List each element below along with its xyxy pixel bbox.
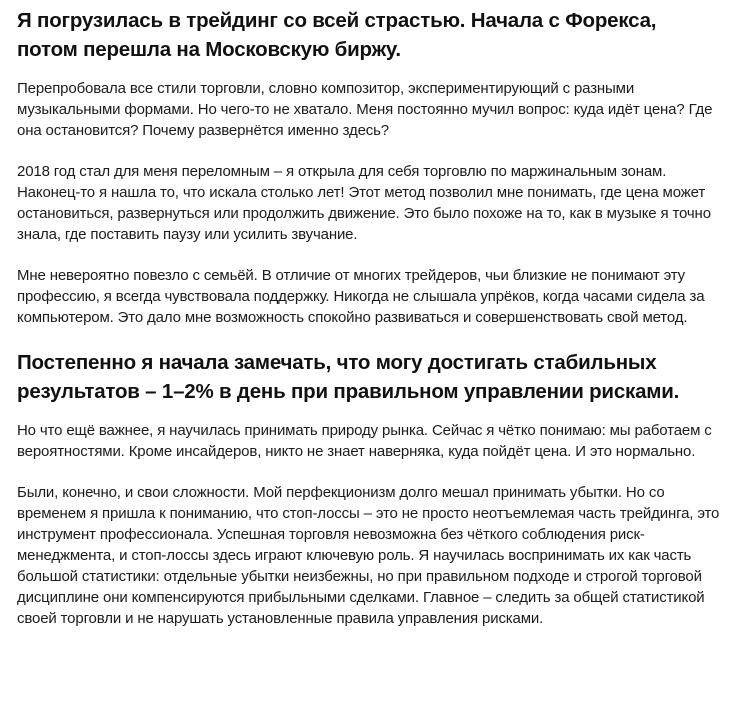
paragraph: Мне невероятно повезло с семьёй. В отличие от многих трейдеров, чьи близкие не понимают эту профессию, я всегда чувствовала поддержку. Никогда не слышала упрёков, когда часами сидела за компьютером. Это дало мне возможность спокойно развиваться и совершенствовать свой метод. — [17, 267, 705, 326]
paragraph: Были, конечно, и свои сложности. Мой перфекционизм долго мешал принимать убытки. Но со временем я пришла к пониманию, что стоп-лоссы – это не просто неотъемлемая часть трейдинга, это инструмент профессионала. Успешная торговля невозможна без чёткого соблюдения риск-менеджмента, и стоп-лоссы здесь играют ключевую роль. Я научилась воспринимать их как часть большой статистики: отдельные убытки неизбежны, но при правильном подходе и строгой торговой дисциплине они компенсируются прибыльными сделками. Главное – следить за общей статистикой своей торговли и не нарушать установленные правила управления рисками. — [17, 484, 720, 627]
paragraph: 2018 год стал для меня переломным – я открыла для себя торговлю по маржинальным зонам. Наконец-то я нашла то, что искала столько лет! Этот метод позволил мне понимать, где цена может остановиться, развернуться или продолжить движение. Это было похоже на то, как в музыке я точно знала, где поставить паузу или усилить звучание. — [17, 163, 711, 243]
paragraph: Перепробовала все стили торговли, словно композитор, экспериментирующий с разными музыкальными формами. Но чего-то не хватало. Меня постоянно мучил вопрос: куда идёт цена? Где она остановится? Почему развернётся именно здесь? — [17, 80, 713, 139]
article-section-results — [17, 348, 721, 629]
article-section-forex — [17, 6, 721, 328]
section-heading: Постепенно я начала замечать, что могу достигать стабильных результатов – 1–2% в день при правильном управлении рисками. — [17, 351, 680, 403]
paragraph: Но что ещё важнее, я научилась принимать природу рынка. Сейчас я чётко понимаю: мы работаем с вероятностями. Кроме инсайдеров, никто не знает наверняка, куда пойдёт цена. И это нормально. — [17, 422, 712, 460]
section-heading: Я погрузилась в трейдинг со всей страстью. Начала с Форекса, потом перешла на Московскую биржу. — [17, 9, 657, 61]
